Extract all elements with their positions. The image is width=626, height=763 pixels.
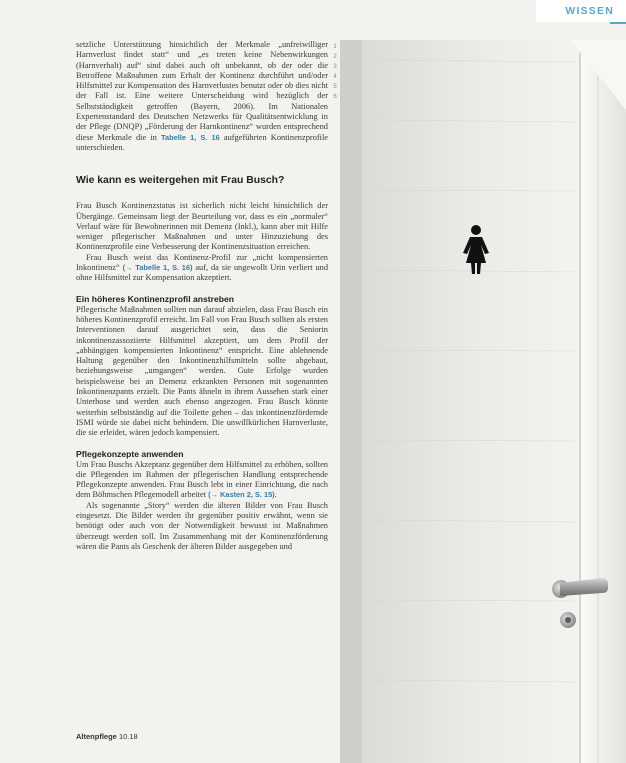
- paragraph-2: [76, 253, 328, 284]
- page-footer: [76, 732, 138, 741]
- side-mark: 3: [333, 64, 337, 70]
- paragraph-2-text: Frau Busch weist das Kontinenz-Profil zur „nicht kompensierten Inkontinenz“: [76, 252, 328, 273]
- paragraph-5: Als sogenannte „Story“ werden die älteren Bilder von Frau Busch eingesetzt. Die Bilder werden ihr gegenüber positiv erwähnt, wenn sie benötigt oder auch von der Notwendigkeit bewusst ist Maßnahmen überzeugt werden soll. Im Zusammenhang mit der Kontinenzförderung wären die Pants als Geschenk der älteren Bilder ausgegeben und: [76, 500, 328, 551]
- side-mark: 5: [333, 84, 337, 90]
- door-illustration: [340, 40, 626, 763]
- paragraph-4: [76, 460, 328, 501]
- intro-paragraph: [76, 40, 328, 153]
- side-mark: 6: [333, 94, 337, 100]
- door-photo: [340, 40, 626, 763]
- side-mark: 4: [333, 74, 337, 80]
- footer-issue: 10.18: [118, 732, 138, 741]
- footer-brand: Altenpflege: [76, 732, 117, 741]
- paragraph-1: Frau Busch Kontinenzstatus ist sicherlich nicht leicht hinsichtlich der Übergänge. Gemeinsam liegt der Beurteilung vor, dass es ein „normaler“ Verlauf wäre für Bewohnerinnen mit Demenz (Inkl.), kann aber mit Hilfe weniger pflegerischer Maßnahmen und unter Hinzuziehung des Kontinenzprofile eine Verbesserung der Kontinenzsituation erreichen.: [76, 201, 328, 252]
- table-reference-link[interactable]: Tabelle 1, S. 16: [161, 132, 220, 142]
- box-reference-link[interactable]: (→ Kasten 2, S. 15): [208, 490, 275, 500]
- side-mark: 1: [333, 44, 337, 50]
- article-column: [76, 40, 328, 552]
- intro-text: setzliche Unterstützung hinsichtlich der Merkmale „unfreiwilliger Harnverlust findet statt“ und „es treten keine Nebenwirkungen (Harnverhalt) auf“ sind dabei auch oft unbekannt, ob der oder die Betroffene Maßnahmen zum Erhalt der Kontinenz durchführt und/oder Hilfsmittel zur Kompensation des Harnverlustes benutzt oder ob dies nicht der Fall ist. Eine weitere Unterscheidung wird bezüglich der Selbstständigkeit getroffen (Bayern, 2006). Im Nationalen Expertenstandard des Deutschen Netzwerks für Qualitätsentwicklung in der Pflege (DNQP) „Förderung der Harnkontinenz“ wurden entsprechend diese Merkmale die in: [76, 40, 328, 142]
- paragraph-2-tail: auf, da sie ungewollt Urin verliert und ohne Hilfsmittel zur Kompensation akzeptiert.: [76, 263, 329, 283]
- side-marks: [330, 42, 340, 110]
- section-rule: [610, 22, 626, 24]
- paragraph-4-text: Um Frau Buschs Akzeptanz gegenüber dem Hilfsmittel zu erhöhen, sollten die Pflegenden im Rahmen der pflegerischen Handlung entsprechende Pflegekonzepte anwenden. Frau Busch lebt in einer Einrichtung, die nach dem Böhmschen Pflegemodell arbeitet: [76, 459, 328, 500]
- section-heading: Wie kann es weitergehen mit Frau Busch?: [76, 175, 285, 187]
- paragraph-3: Pflegerische Maßnahmen sollten nun darauf abzielen, dass Frau Busch ein höheres Kontinenzprofil erreicht. Im Fall von Frau Busch sollten als ersten Interventionen darauf ausgerichtet sein, dass die Seniorin inkontinenzassoziierte Hilfsmittel akzeptiert, um dem Profil der „abhängigen kompensierten Inkontinenz“ entspricht. Eine ablehnende Haltung gegenüber den Inkontinenzhilfsmitteln sollte abgebaut, beziehungsweise „umgangen“ werden. Gute Erfolge wurden beispielsweise bei an Demenz erkrankten Personen mit sogenannten Inkontinenzpants erzielt. Die Pants ähneln in ihrem Aussehen stark einer Unterhose und werden auch ebenso angezogen. Frau Busch könnte weiterhin selbstständig auf die Toilette gehen – das inkontinenzfördernde ISMI würde sie dabei nicht behindern. Die unwillkürlichen Harnverluste, die sie erleidet, wären jedoch kompensiert.: [76, 304, 328, 438]
- paragraph-4-tail: .: [274, 490, 277, 500]
- side-mark: 2: [333, 54, 337, 60]
- section-label: WISSEN: [565, 5, 614, 17]
- table-reference-link[interactable]: (→ Tabelle 1, S. 16): [122, 263, 193, 273]
- subheading-kontinenzprofil: Ein höheres Kontinenzprofil anstreben: [76, 293, 235, 304]
- intro-tail: aufgeführten Kontinenzprofile unterschieden.: [76, 132, 329, 152]
- subheading-pflegekonzepte: Pflegekonzepte anwenden: [76, 448, 184, 459]
